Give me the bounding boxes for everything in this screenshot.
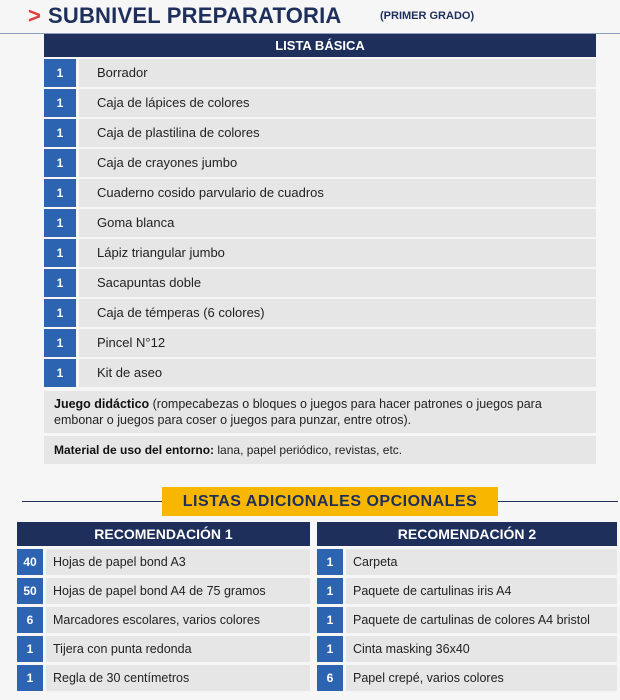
arrow-icon: > (28, 3, 41, 28)
quantity-badge: 1 (44, 329, 76, 357)
list-item (44, 209, 596, 237)
item-label: Papel crepé, varios colores (346, 665, 617, 691)
recommendation-1 (17, 522, 310, 691)
quantity-badge: 1 (44, 209, 76, 237)
list-item (17, 549, 310, 575)
recommendation-2 (317, 522, 617, 691)
basic-list-heading: LISTA BÁSICA (44, 34, 596, 57)
juego-didactico-title: Juego didáctico (54, 397, 150, 411)
list-item (44, 299, 596, 327)
quantity-badge: 6 (17, 607, 43, 633)
juego-didactico-note (44, 391, 596, 433)
recommendation-1-heading: RECOMENDACIÓN 1 (17, 522, 310, 546)
material-entorno-title: Material de uso del entorno: (54, 443, 215, 457)
page-header (0, 0, 620, 34)
quantity-badge: 1 (44, 269, 76, 297)
item-label: Hojas de papel bond A4 de 75 gramos (46, 578, 310, 604)
quantity-badge: 1 (317, 549, 343, 575)
list-item (317, 636, 617, 662)
list-item (44, 269, 596, 297)
item-label: Hojas de papel bond A3 (46, 549, 310, 575)
basic-list (44, 34, 596, 464)
list-item (44, 149, 596, 177)
list-item (317, 549, 617, 575)
quantity-badge: 50 (17, 578, 43, 604)
quantity-badge: 6 (317, 665, 343, 691)
list-item (17, 607, 310, 633)
quantity-badge: 1 (44, 149, 76, 177)
juego-didactico-text: (rompecabezas o bloques o juegos para hacer patrones o juegos para embonar o juegos para coser o juegos para punzar, entre otros). (54, 397, 542, 427)
item-label: Cinta masking 36x40 (346, 636, 617, 662)
item-label: Paquete de cartulinas iris A4 (346, 578, 617, 604)
list-item (44, 329, 596, 357)
quantity-badge: 1 (17, 665, 43, 691)
page-title: SUBNIVEL PREPARATORIA (48, 3, 342, 28)
list-item (44, 119, 596, 147)
list-item (44, 89, 596, 117)
quantity-badge: 1 (17, 636, 43, 662)
quantity-badge: 1 (317, 636, 343, 662)
item-label: Lápiz triangular jumbo (79, 239, 596, 267)
item-label: Sacapuntas doble (79, 269, 596, 297)
list-item (44, 179, 596, 207)
quantity-badge: 1 (44, 89, 76, 117)
material-entorno-note (44, 436, 596, 464)
list-item (44, 59, 596, 87)
quantity-badge: 1 (44, 239, 76, 267)
page-subtitle: (PRIMER GRADO) (380, 10, 475, 22)
item-label: Caja de plastilina de colores (79, 119, 596, 147)
quantity-badge: 1 (44, 299, 76, 327)
item-label: Caja de crayones jumbo (79, 149, 596, 177)
optional-lists-heading: LISTAS ADICIONALES OPCIONALES (162, 487, 498, 516)
recommendation-2-heading: RECOMENDACIÓN 2 (317, 522, 617, 546)
list-item (17, 578, 310, 604)
list-item (17, 636, 310, 662)
item-label: Marcadores escolares, varios colores (46, 607, 310, 633)
quantity-badge: 1 (44, 59, 76, 87)
quantity-badge: 1 (44, 119, 76, 147)
item-label: Goma blanca (79, 209, 596, 237)
list-item (317, 665, 617, 691)
item-label: Kit de aseo (79, 359, 596, 387)
quantity-badge: 1 (44, 359, 76, 387)
list-item (44, 359, 596, 387)
list-item (44, 239, 596, 267)
quantity-badge: 1 (44, 179, 76, 207)
item-label: Paquete de cartulinas de colores A4 bristol (346, 607, 617, 633)
material-entorno-text: lana, papel periódico, revistas, etc. (217, 443, 403, 457)
item-label: Regla de 30 centímetros (46, 665, 310, 691)
item-label: Tijera con punta redonda (46, 636, 310, 662)
item-label: Cuaderno cosido parvulario de cuadros (79, 179, 596, 207)
quantity-badge: 1 (317, 578, 343, 604)
item-label: Pincel N°12 (79, 329, 596, 357)
list-item (17, 665, 310, 691)
list-item (317, 607, 617, 633)
quantity-badge: 1 (317, 607, 343, 633)
item-label: Carpeta (346, 549, 617, 575)
item-label: Caja de témperas (6 colores) (79, 299, 596, 327)
item-label: Borrador (79, 59, 596, 87)
list-item (317, 578, 617, 604)
item-label: Caja de lápices de colores (79, 89, 596, 117)
quantity-badge: 40 (17, 549, 43, 575)
